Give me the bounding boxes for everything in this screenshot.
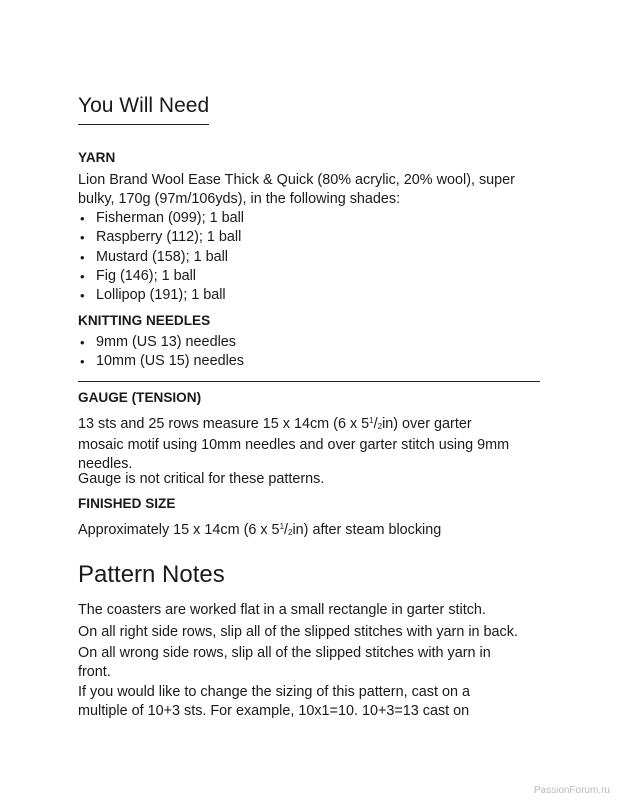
fraction-denominator: 2 <box>288 528 293 537</box>
pattern-note-4-line1: If you would like to change the sizing of this pattern, cast on a <box>78 684 470 700</box>
list-item: • Fig (146); 1 ball <box>80 267 244 286</box>
pattern-note-1: The coasters are worked flat in a small rectangle in garter stitch. <box>78 602 486 618</box>
list-item: • Lollipop (191); 1 ball <box>80 286 244 305</box>
yarn-description-line1: Lion Brand Wool Ease Thick & Quick (80% acrylic, 20% wool), super <box>78 172 515 188</box>
pattern-note-2: On all right side rows, slip all of the slipped stitches with yarn in back. <box>78 624 518 640</box>
yarn-description-line2: bulky, 170g (97m/106yds), in the following shades: <box>78 191 401 207</box>
list-item: • 10mm (US 15) needles <box>80 352 244 371</box>
needles-list <box>80 333 244 372</box>
list-item: • Fisherman (099); 1 ball <box>80 209 244 228</box>
finished-size-start: Approximately 15 x 14cm (6 x 5 <box>78 522 280 538</box>
list-item: • Raspberry (112); 1 ball <box>80 228 244 247</box>
pattern-note-4 <box>78 683 548 721</box>
finished-size-end: in) after steam blocking <box>292 522 442 538</box>
pattern-note-3 <box>78 644 548 682</box>
gauge-line2: mosaic motif using 10mm needles and over garter stitch using 9mm <box>78 437 510 453</box>
list-item: • 9mm (US 13) needles <box>80 333 244 352</box>
finished-size-text: Approximately 15 x 14cm (6 x $5^1/2in$) after steam blocking <box>78 522 442 538</box>
pattern-note-3-line1: On all wrong side rows, slip all of the slipped stitches with yarn in <box>78 645 491 661</box>
finished-size-heading: FINISHED SIZE <box>78 496 176 511</box>
pattern-notes-heading: Pattern Notes <box>78 561 225 588</box>
list-item: • Mustard (158); 1 ball <box>80 248 244 267</box>
gauge-heading: GAUGE (TENSION) <box>78 390 202 405</box>
gauge-description: 13 sts and 25 rows measure 15 x 14cm (6 x $5^1/2in$) over garter mosaic motif using 10mm needles and over garter stitch using 9mm needles. <box>78 416 510 472</box>
pattern-note-3-line2: front. <box>78 664 111 680</box>
yarn-heading: YARN <box>78 150 116 165</box>
fraction-numerator: 1 <box>279 522 285 531</box>
pattern-note-4-line2: multiple of 10+3 sts. For example, 10x1=10. 10+3=13 cast on <box>78 703 470 719</box>
you-will-need-heading: You Will Need <box>78 94 210 117</box>
yarn-shades-list <box>80 209 244 305</box>
fraction-denominator: 2 <box>377 422 383 431</box>
heading-underline <box>78 124 209 125</box>
section-divider <box>78 381 540 382</box>
gauge-line3: needles. <box>78 456 133 472</box>
gauge-line1-start: 13 sts and 25 rows measure 15 x 14cm (6 x 5 <box>78 416 370 432</box>
gauge-line1-end: in) over garter <box>382 416 472 432</box>
yarn-description <box>78 171 548 209</box>
gauge-note: Gauge is not critical for these patterns. <box>78 471 325 487</box>
needles-heading: KNITTING NEEDLES <box>78 313 211 328</box>
fraction-numerator: 1 <box>369 416 374 425</box>
watermark: PassionForum.ru <box>533 785 610 796</box>
